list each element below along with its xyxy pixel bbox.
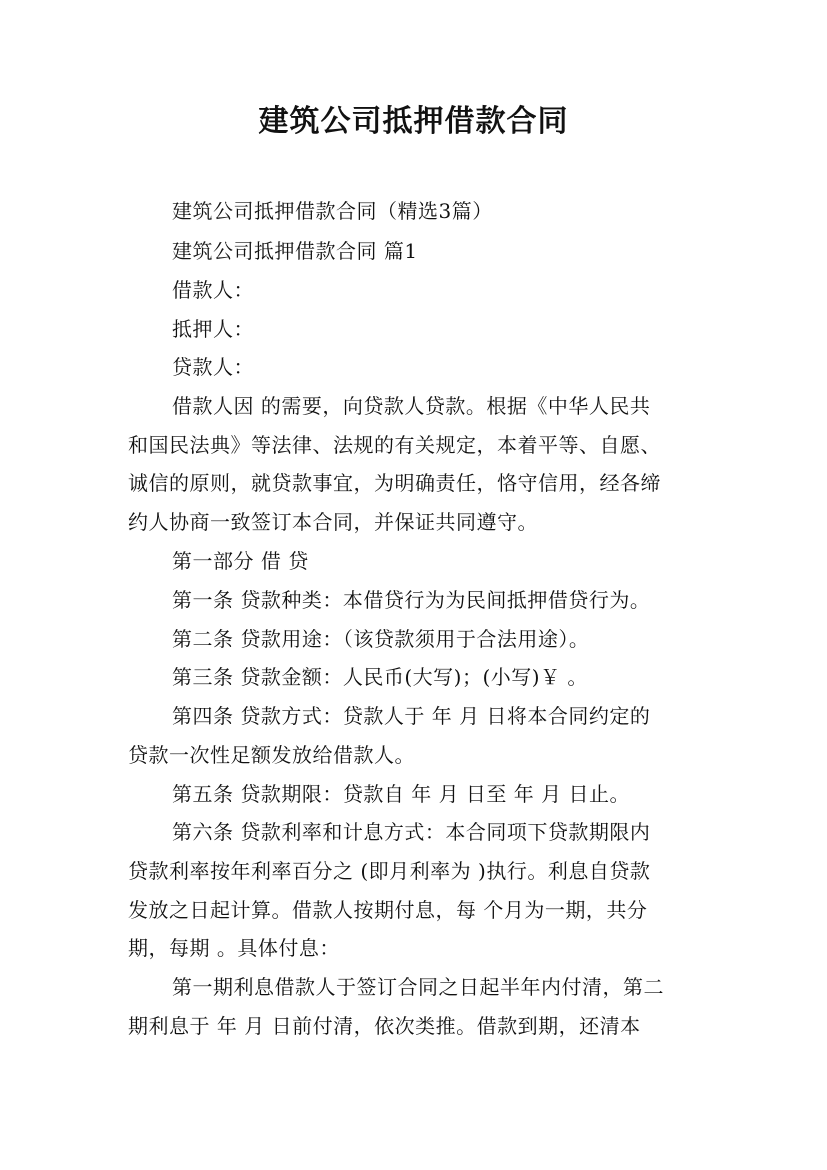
- mortgagor-label: 抵押人：: [172, 317, 254, 341]
- article-line: 期，每期 。具体付息：: [128, 936, 340, 960]
- article-line: 第六条 贷款利率和计息方式：本合同项下贷款期限内: [172, 820, 651, 844]
- lender-label: 贷款人：: [172, 355, 254, 379]
- document-title: 建筑公司抵押借款合同: [258, 104, 569, 139]
- body-line: 第一期利息借款人于签订合同之日起半年内付清，第二: [172, 975, 664, 999]
- article-line: 第五条 贷款期限：贷款自 年 月 日至 年 月 日止。: [172, 782, 631, 806]
- body-line: 借款人因 的需要，向贷款人贷款。根据《中华人民共: [172, 394, 651, 418]
- article-line: 第一条 贷款种类：本借贷行为为民间抵押借贷行为。: [172, 588, 651, 612]
- body-line: 约人协商一致签订本合同，并保证共同遵守。: [128, 510, 538, 534]
- borrower-label: 借款人：: [172, 278, 254, 302]
- body-line: 和国民法典》等法律、法规的有关规定，本着平等、自愿、: [128, 433, 661, 457]
- article-line: 第四条 贷款方式：贷款人于 年 月 日将本合同约定的: [172, 704, 651, 728]
- body-line: 诚信的原则，就贷款事宜，为明确责任，恪守信用，经各缔: [128, 471, 661, 495]
- article-line: 第三条 贷款金额：人民币(大写)；(小写)￥ 。: [172, 665, 588, 689]
- part-heading: 第一部分 借 贷: [172, 549, 309, 573]
- article-line: 贷款一次性足额发放给借款人。: [128, 743, 415, 767]
- article-line: 贷款利率按年利率百分之 (即月利率为 )执行。利息自贷款: [128, 859, 651, 883]
- subtitle-line: 建筑公司抵押借款合同（精选3篇）: [172, 199, 493, 223]
- body-line: 期利息于 年 月 日前付清，依次类推。借款到期，还清本: [128, 1014, 641, 1038]
- section-heading: 建筑公司抵押借款合同 篇1: [172, 239, 418, 263]
- article-line: 第二条 贷款用途：（该贷款须用于合法用途）。: [172, 627, 590, 651]
- article-line: 发放之日起计算。借款人按期付息，每 个月为一期，共分: [128, 898, 648, 922]
